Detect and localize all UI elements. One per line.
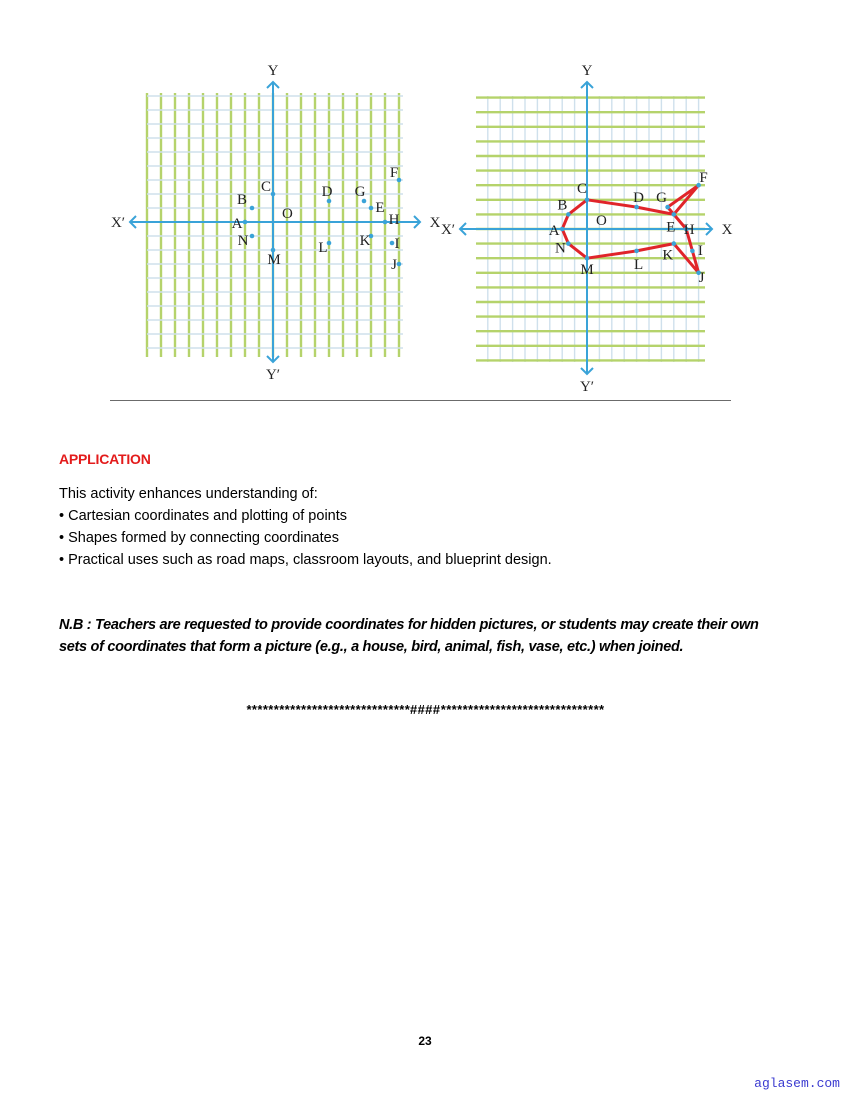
point-label-i: I <box>697 242 703 259</box>
watermark-link[interactable]: aglasem.com <box>754 1076 840 1091</box>
point-label-k: K <box>359 233 371 249</box>
point-label-f: F <box>389 165 399 181</box>
x-axis-label: X <box>721 222 733 238</box>
page-number: 23 <box>418 1034 432 1048</box>
point-k <box>672 241 677 246</box>
point-l <box>634 249 639 254</box>
point-label-g: G <box>354 184 366 200</box>
section-body <box>59 483 552 571</box>
x-prime-axis-label: X′ <box>440 222 456 238</box>
note-line-2: sets of coordinates that form a picture (e.g., a house, bird, animal, fish, vase, etc.) when joined. <box>59 639 684 655</box>
point-a <box>243 220 248 225</box>
teacher-note <box>59 614 799 658</box>
y-prime-axis-label: Y′ <box>579 379 595 395</box>
bullet-item: • Cartesian coordinates and plotting of points <box>59 508 348 524</box>
point-label-d: D <box>321 184 333 200</box>
point-label-l: L <box>634 256 644 273</box>
point-label-c: C <box>260 179 272 195</box>
point-label-h: H <box>388 212 400 228</box>
figure-plotted-points <box>110 60 440 390</box>
point-c <box>585 198 590 203</box>
point-c <box>271 192 276 197</box>
origin-label: O <box>282 206 293 222</box>
y-prime-axis-label: Y′ <box>265 367 281 383</box>
point-j <box>397 262 402 267</box>
point-label-n: N <box>554 240 566 257</box>
point-e <box>369 206 374 211</box>
point-label-n: N <box>237 233 249 249</box>
y-axis-label: Y <box>581 63 593 79</box>
horizontal-rule <box>110 400 731 401</box>
origin-label: O <box>596 213 607 229</box>
point-label-a: A <box>231 216 243 232</box>
point-m <box>585 256 590 261</box>
point-n <box>250 234 255 239</box>
point-label-k: K <box>662 247 674 264</box>
section-heading: APPLICATION <box>59 451 151 467</box>
point-b <box>250 206 255 211</box>
x-prime-axis-label: X′ <box>110 215 126 231</box>
intro-text: This activity enhances understanding of: <box>59 486 318 502</box>
point-label-j: J <box>391 257 397 273</box>
point-i <box>690 249 695 254</box>
point-label-m: M <box>580 262 594 279</box>
point-label-f: F <box>699 170 708 187</box>
point-n <box>566 241 571 246</box>
bullet-item: • Practical uses such as road maps, classroom layouts, and blueprint design. <box>59 552 552 568</box>
point-label-d: D <box>633 190 645 207</box>
fish-outline-graph <box>440 60 740 395</box>
point-label-a: A <box>548 223 560 239</box>
point-label-g: G <box>656 190 668 207</box>
plotted-points-graph <box>110 60 440 390</box>
point-label-h: H <box>683 222 695 238</box>
point-label-l: L <box>318 240 328 256</box>
note-line-1: N.B : Teachers are requested to provide coordinates for hidden pictures, or students may create their own <box>59 617 759 633</box>
point-label-c: C <box>576 180 588 197</box>
y-axis-label: Y <box>267 63 279 79</box>
end-separator: ******************************####****************************** <box>245 702 605 717</box>
point-e <box>672 212 677 217</box>
point-a <box>560 227 565 232</box>
figure-fish-outline <box>440 60 740 395</box>
point-label-b: B <box>557 197 568 214</box>
point-label-m: M <box>267 252 281 268</box>
point-label-e: E <box>666 219 676 236</box>
point-label-j: J <box>698 269 705 286</box>
point-label-e: E <box>375 200 385 216</box>
point-label-b: B <box>236 192 248 208</box>
point-h <box>383 220 388 225</box>
x-axis-label: X <box>429 215 440 231</box>
point-label-i: I <box>394 236 400 252</box>
bullet-item: • Shapes formed by connecting coordinates <box>59 530 339 546</box>
